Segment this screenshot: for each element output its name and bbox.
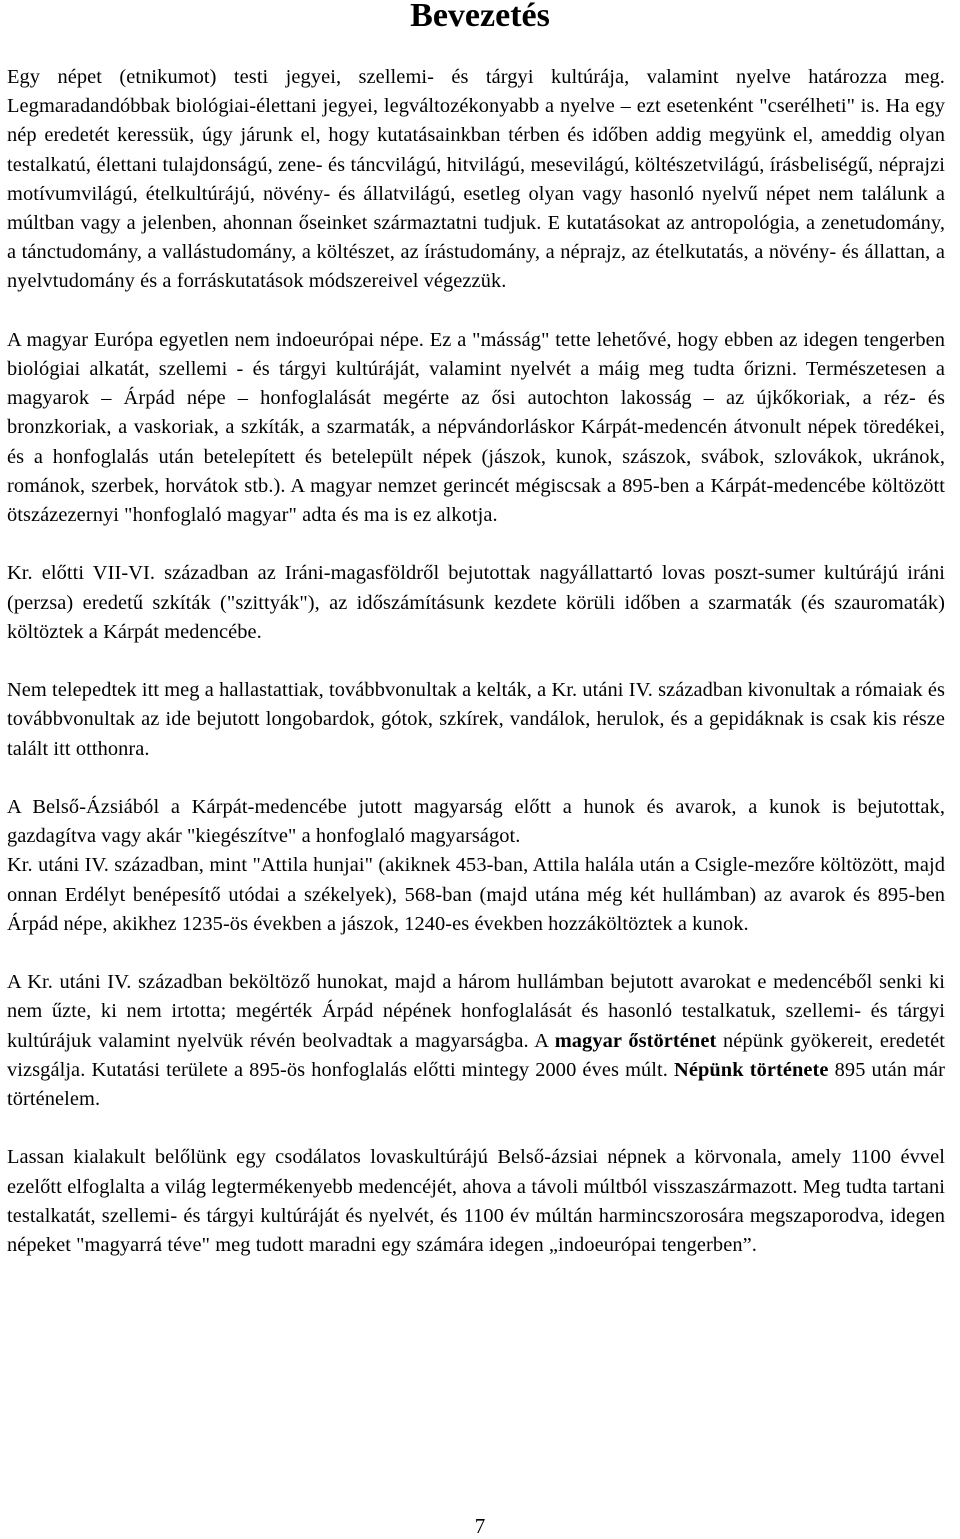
page-title: Bevezetés bbox=[410, 0, 550, 34]
paragraph bbox=[7, 968, 945, 1114]
paragraph bbox=[7, 1143, 945, 1260]
bold-phrase: magyar őstörténet bbox=[554, 1029, 717, 1052]
text-segment: Kr. utáni IV. században, mint "Attila hunjai" (akiknek 453-ban, Attila halála után a Csigle-mezőre költözött, majd onnan Erdélyt benépesítő utódai a székelyek), 568-ban (majd utána még két hullámban) az avarok és 895-ben Árpád népe, akikhez 1235-ös években a jászok, 1240-es években hozzáköltöztek a kunok. bbox=[7, 854, 945, 935]
text-segment: Lassan kialakult belőlünk egy csodálatos lovaskultúrájú Belső-ázsiai népnek a körvonala, amely 1100 évvel ezelőtt elfoglalta a világ legtermékenyebb medencéjét, ahova a távoli múltból visszaszármazott. Meg tudta tartani testalkatát, szellemi- és tárgyi kultúráját és nyelvét, és 1100 év múltán harmincszorosára megszaporodva, idegen népeket "magyarrá téve" meg tudott maradni egy számára idegen „indoeurópai tengerben”. bbox=[7, 1146, 945, 1257]
paragraph bbox=[7, 676, 945, 764]
paragraph bbox=[7, 851, 945, 939]
page-number: 7 bbox=[474, 1514, 486, 1538]
paragraph bbox=[7, 326, 945, 530]
text-segment: 895 után már történelem. bbox=[7, 1058, 945, 1111]
paragraph bbox=[7, 63, 945, 297]
bold-phrase: Népünk története bbox=[674, 1058, 829, 1081]
text-segment: A Belső-Ázsiából a Kárpát-medencébe jutott magyarság előtt a hunok és avarok, a kunok is bejutottak, gazdagítva vagy akár "kiegészítve" a honfoglaló magyarságot. bbox=[7, 796, 945, 848]
text-segment: A Kr. utáni IV. században beköltöző hunokat, majd a három hullámban bejutott avarokat e medencéből senki ki nem űzte, ki nem irtotta; megérték Árpád népének honfoglalását és hasonló testalkatuk, szellemi- és tárgyi kultúrájuk valamint nyelvük révén beolvadtak a magyarságba. A bbox=[7, 971, 945, 1052]
text-segment: A magyar Európa egyetlen nem indoeurópai népe. Ez a "másság" tette lehetővé, hogy ebben az idegen tengerben biológiai alkatát, szellemi - és tárgyi kultúráját, valamint nyelvét a máig meg tudta őrizni. Természetesen a magyarok – Árpád népe – honfoglalását megérte az ősi autochton lakosság – az újkőkoriak, a réz- és bronzkoriak, a vaskoriak, a szkíták, a szarmaták, a népvándorláskor Kárpát-medencén átvonult népek töredékei, és a honfoglalás után betelepített és betelepült népek (jászok, kunok, szászok, svábok, szlovákok, ukránok, románok, szerbek, horvátok stb.). A magyar nemzet gerincét mégiscsak a 895-ben a Kárpát-medencébe költözött ötszázezernyi "honfoglaló magyar" adta és ma is ez alkotja. bbox=[7, 328, 945, 527]
text-segment: népünk gyökereit, eredetét vizsgálja. Kutatási területe a 895-ös honfoglalás előtti mintegy 2000 éves múlt. bbox=[7, 1029, 945, 1081]
text-segment: Nem telepedtek itt meg a hallastattiak, továbbvonultak a kelták, a Kr. utáni IV. században kivonultak a rómaiak és továbbvonultak az ide bejutott longobardok, gótok, szkírek, vandálok, herulok, és a gepidáknak is csak kis része talált itt otthonra. bbox=[7, 679, 945, 760]
text-segment: Egy népet (etnikumot) testi jegyei, szellemi- és tárgyi kultúrája, valamint nyelve határozza meg. Legmaradandóbbak biológiai-élettani jegyei, legváltozékonyabb a nyelve – ezt esetenként "cserélheti" is. Ha egy nép eredetét keressük, úgy járunk el, hogy kutatásainkban térben és időben addig megyünk el, ameddig olyan testalkatú, élettani tulajdonságú, zene- és táncvilágú, hitvilágú, mesevilágú, költészetvilágú, írásbeliségű, néprajzi motívumvilágú, ételkultúrájú, növény- és állatvilágú, esetleg olyan vagy hasonló nyelvű népet nem találunk a múltban vagy a jelenben, ahonnan őseinket származtatni tudjuk. E kutatásokat az antropológia, a zenetudomány, a tánctudomány, a vallástudomány, a költészet, az írástudomány, a néprajz, az ételkutatás, a növény- és állattan, a nyelvtudomány és a forráskutatások módszereivel végezzük. bbox=[7, 66, 945, 293]
body-text bbox=[7, 63, 945, 1289]
text-segment: Kr. előtti VII-VI. században az Iráni-magasföldről bejutottak nagyállattartó lovas poszt-sumer kultúrájú iráni (perzsa) eredetű szkíták ("szittyák"), az időszámításunk kezdete körüli időben a szarmaták (és szauromaták) költöztek a Kárpát medencébe. bbox=[7, 562, 945, 643]
paragraph bbox=[7, 793, 945, 851]
paragraph bbox=[7, 559, 945, 647]
